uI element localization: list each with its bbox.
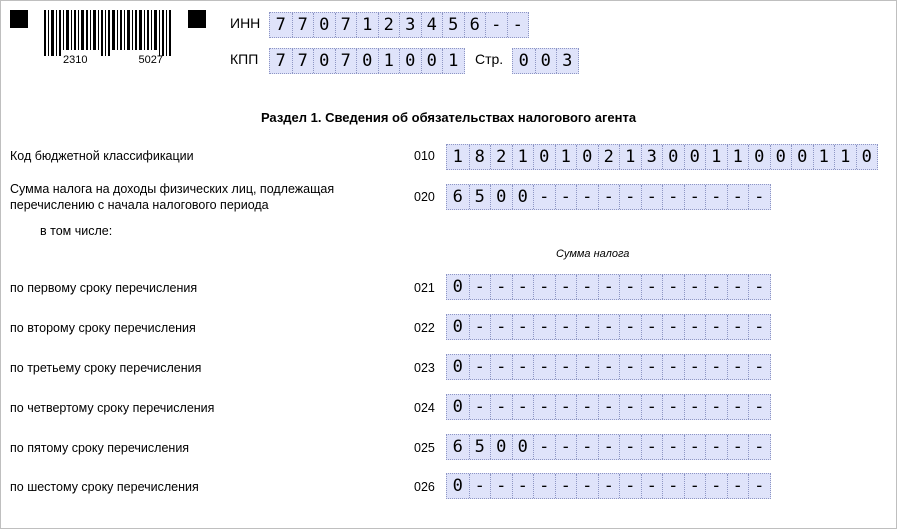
form-cell[interactable]: - [619,435,641,459]
form-cell[interactable]: - [748,395,770,419]
form-cell[interactable]: - [684,275,706,299]
term-tax-field[interactable] [446,434,771,460]
term-label: по четвертому сроку перечисления [10,401,215,415]
form-cell[interactable]: - [512,315,534,339]
term-tax-field[interactable] [446,473,771,499]
form-cell[interactable]: 0 [421,49,443,73]
form-cell[interactable]: 5 [442,13,464,37]
form-cell[interactable]: - [469,395,491,419]
form-cell[interactable]: 1 [442,49,464,73]
corner-marker-left [10,10,28,28]
form-cell[interactable]: 1 [378,49,400,73]
barcode-left-number: 2310 [63,54,88,66]
total-label-line2: перечислению с начала налогового периода [10,198,269,212]
form-cell[interactable]: - [490,355,512,379]
form-cell[interactable]: - [727,474,749,498]
form-cell[interactable]: - [727,355,749,379]
form-cell[interactable]: - [662,355,684,379]
form-cell[interactable]: 0 [356,49,378,73]
barcode-right-number: 5027 [138,54,163,66]
form-cell[interactable]: - [662,275,684,299]
form-cell[interactable]: 0 [662,145,684,169]
form-cell[interactable]: - [705,355,727,379]
form-cell[interactable]: - [684,435,706,459]
form-cell[interactable]: 0 [452,397,463,417]
form-cell[interactable]: - [555,185,577,209]
form-cell[interactable]: - [533,275,555,299]
term-tax-field[interactable] [446,274,771,300]
form-cell[interactable]: - [662,315,684,339]
form-cell[interactable]: 1 [555,145,577,169]
total-label-line1: Сумма налога на доходы физических лиц, подлежащая [10,182,335,196]
form-cell[interactable]: 7 [292,13,314,37]
form-cell[interactable]: 4 [421,13,443,37]
form-cell[interactable]: - [598,474,620,498]
form-cell[interactable]: 1 [619,145,641,169]
form-cell[interactable]: - [555,315,577,339]
form-cell[interactable]: 0 [512,435,534,459]
form-cell[interactable]: - [490,275,512,299]
form-cell[interactable]: - [641,355,663,379]
form-cell[interactable]: - [641,185,663,209]
term-label: по третьему сроку перечисления [10,361,202,375]
form-cell[interactable]: 0 [791,145,813,169]
kpp-label: КПП [230,51,259,67]
form-cell[interactable]: - [490,395,512,419]
form-cell[interactable]: 0 [518,51,529,71]
form-cell[interactable]: 1 [452,147,463,167]
form-cell[interactable]: - [705,315,727,339]
form-cell[interactable]: - [576,355,598,379]
total-tax-field[interactable] [446,184,771,210]
form-cell[interactable]: - [533,315,555,339]
section-title [0,110,897,125]
form-cell[interactable]: - [598,315,620,339]
total-code: 020 [414,190,435,204]
page-label: Стр. [475,51,504,67]
form-cell[interactable]: - [748,185,770,209]
form-cell[interactable]: 0 [452,476,463,496]
form-cell[interactable]: - [662,395,684,419]
form-cell[interactable]: 2 [378,13,400,37]
form-cell[interactable]: - [512,395,534,419]
form-cell[interactable]: - [705,474,727,498]
form-cell[interactable]: 0 [490,435,512,459]
form-cell[interactable]: - [684,355,706,379]
kbk-label: Код бюджетной классификации [10,149,194,163]
term-label: по первому сроку перечисления [10,281,198,295]
form-cell[interactable]: - [485,13,507,37]
form-cell[interactable]: - [598,355,620,379]
form-cell[interactable]: - [684,474,706,498]
form-cell[interactable]: 0 [490,185,512,209]
kbk-code: 010 [414,149,435,163]
term-tax-field[interactable] [446,394,771,420]
form-cell[interactable]: - [555,355,577,379]
form-cell[interactable]: 0 [313,13,335,37]
form-cell[interactable]: - [469,474,491,498]
form-cell[interactable]: 7 [275,51,286,71]
form-cell[interactable]: - [598,435,620,459]
form-cell[interactable]: - [507,13,529,37]
form-cell[interactable]: 6 [452,187,463,207]
form-cell[interactable]: - [748,435,770,459]
form-cell[interactable]: 0 [512,185,534,209]
form-cell[interactable]: - [727,435,749,459]
kpp-field[interactable] [269,48,465,74]
form-cell[interactable]: 0 [684,145,706,169]
form-cell[interactable]: - [684,185,706,209]
form-cell[interactable]: - [619,185,641,209]
form-cell[interactable]: - [641,474,663,498]
form-cell[interactable]: 0 [533,145,555,169]
form-cell[interactable]: - [555,435,577,459]
form-cell[interactable]: 1 [356,13,378,37]
form-cell[interactable]: - [533,435,555,459]
corner-marker-right [188,10,206,28]
form-cell[interactable]: - [748,474,770,498]
form-cell[interactable]: - [641,315,663,339]
inn-field[interactable] [269,12,529,38]
form-cell[interactable]: - [533,474,555,498]
term-code: 023 [414,361,435,375]
form-cell[interactable]: - [512,355,534,379]
form-cell[interactable]: 0 [770,145,792,169]
form-cell[interactable]: - [619,315,641,339]
form-cell[interactable]: 6 [464,13,486,37]
form-cell[interactable]: - [576,275,598,299]
barcode-icon [42,10,172,56]
form-cell[interactable]: 0 [452,357,463,377]
form-cell[interactable]: 3 [399,13,421,37]
form-cell[interactable]: - [512,275,534,299]
form-cell[interactable]: - [533,185,555,209]
form-cell[interactable]: 2 [490,145,512,169]
page-number-field[interactable] [512,48,579,74]
form-cell[interactable]: - [512,474,534,498]
form-cell[interactable]: 0 [576,145,598,169]
form-cell[interactable]: 0 [452,317,463,337]
form-cell[interactable]: - [490,474,512,498]
form-cell[interactable]: - [641,395,663,419]
term-code: 022 [414,321,435,335]
term-code: 025 [414,441,435,455]
form-cell[interactable]: - [555,474,577,498]
form-cell[interactable]: - [748,355,770,379]
form-cell[interactable]: 0 [856,145,878,169]
form-cell[interactable]: - [619,275,641,299]
form-cell[interactable]: 7 [292,49,314,73]
form-cell[interactable]: - [598,185,620,209]
form-cell[interactable]: 5 [469,435,491,459]
form-cell[interactable]: - [619,395,641,419]
inn-label: ИНН [230,15,261,31]
form-cell[interactable]: 7 [335,13,357,37]
form-cell[interactable]: - [555,395,577,419]
form-cell[interactable]: - [641,435,663,459]
form-cell[interactable]: - [727,185,749,209]
form-cell[interactable]: - [598,275,620,299]
form-cell[interactable]: - [748,275,770,299]
form-cell[interactable]: - [619,355,641,379]
form-cell[interactable]: - [555,275,577,299]
including-label: в том числе: [40,224,113,238]
form-cell[interactable]: 1 [727,145,749,169]
form-cell[interactable]: - [727,275,749,299]
form-cell[interactable]: 3 [556,49,578,73]
form-cell[interactable]: - [576,435,598,459]
form-cell[interactable]: - [705,395,727,419]
kbk-field[interactable] [446,144,878,170]
form-cell[interactable]: - [490,315,512,339]
form-cell[interactable]: - [641,275,663,299]
form-cell[interactable]: - [705,185,727,209]
form-cell[interactable]: - [662,474,684,498]
form-cell[interactable]: 0 [399,49,421,73]
form-cell[interactable]: - [576,315,598,339]
form-cell[interactable]: 1 [834,145,856,169]
tax-sum-header: Сумма налога [556,248,630,260]
form-cell[interactable]: - [684,315,706,339]
section-title-text: Раздел 1. Сведения об обязательствах налогового агента [260,110,637,125]
form-cell[interactable]: - [748,315,770,339]
form-cell[interactable]: 7 [335,49,357,73]
term-tax-field[interactable] [446,314,771,340]
form-cell[interactable]: - [598,395,620,419]
form-cell[interactable]: - [469,315,491,339]
form-cell[interactable]: - [533,355,555,379]
form-cell[interactable]: - [727,315,749,339]
term-code: 021 [414,281,435,295]
form-cell[interactable]: 0 [452,277,463,297]
form-cell[interactable]: - [576,395,598,419]
form-cell[interactable]: - [705,435,727,459]
form-cell[interactable]: 0 [313,49,335,73]
form-cell[interactable]: 6 [452,437,463,457]
form-cell[interactable]: 7 [275,15,286,35]
form-cell[interactable]: - [684,395,706,419]
form-cell[interactable]: 1 [813,145,835,169]
form-cell[interactable]: 2 [598,145,620,169]
form-cell[interactable]: 3 [641,145,663,169]
form-cell[interactable]: - [469,355,491,379]
form-cell[interactable]: - [662,185,684,209]
term-label: по шестому сроку перечисления [10,480,199,494]
term-code: 024 [414,401,435,415]
form-cell[interactable]: 8 [469,145,491,169]
form-cell[interactable]: - [727,395,749,419]
form-cell[interactable]: 5 [469,185,491,209]
form-cell[interactable]: - [576,474,598,498]
term-tax-field[interactable] [446,354,771,380]
form-cell[interactable]: - [469,275,491,299]
form-cell[interactable]: 0 [535,49,557,73]
form-cell[interactable]: - [576,185,598,209]
form-cell[interactable]: 1 [512,145,534,169]
form-cell[interactable]: - [705,275,727,299]
term-label: по пятому сроку перечисления [10,441,190,455]
form-cell[interactable]: - [662,435,684,459]
form-cell[interactable]: 0 [748,145,770,169]
form-cell[interactable]: 1 [705,145,727,169]
form-cell[interactable]: - [619,474,641,498]
term-code: 026 [414,480,435,494]
term-label: по второму сроку перечисления [10,321,196,335]
form-cell[interactable]: - [533,395,555,419]
barcode-numbers [63,54,163,66]
